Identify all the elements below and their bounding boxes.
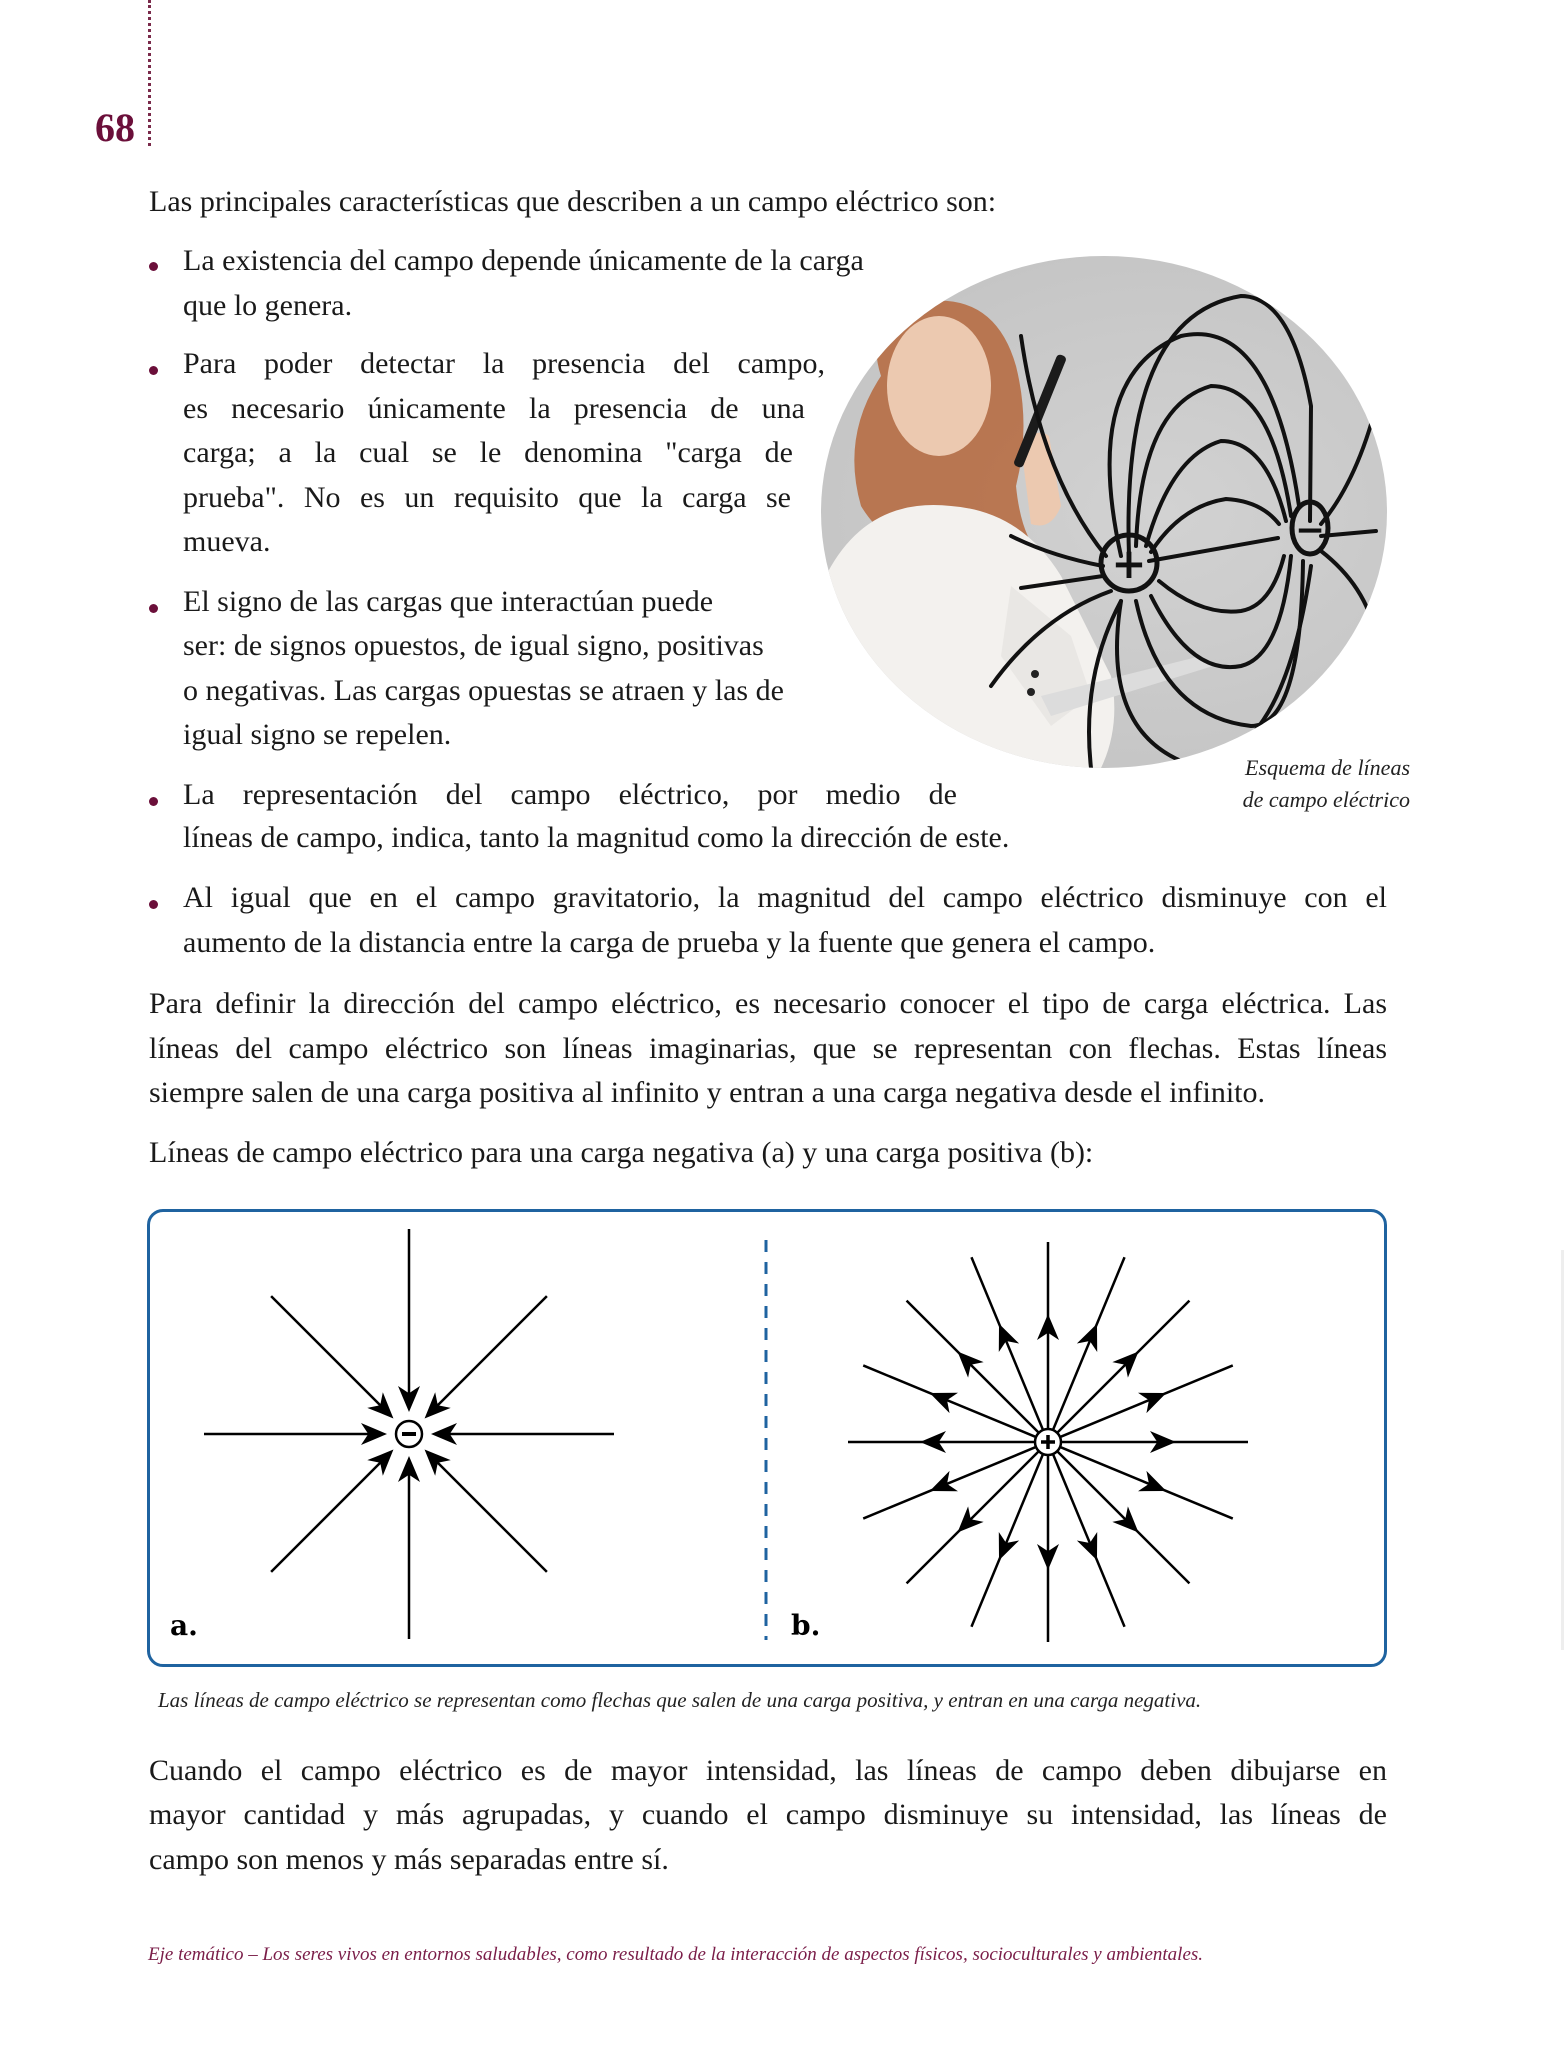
bullet-1-line-1: La existencia del campo depende únicamente de la carga <box>183 244 864 277</box>
panel-b-field-line <box>907 1450 1040 1583</box>
bullet-4-line-2: líneas de campo, indica, tanto la magnitud como la dirección de este. <box>183 821 1010 854</box>
intensity-paragraph-line-3: campo son menos y más separadas entre sí. <box>149 1843 669 1876</box>
bullet-2-line-2: es necesario únicamente la presencia de una <box>183 392 805 425</box>
figure-intro: Líneas de campo eléctrico para una carga negativa (a) y una carga positiva (b): <box>149 1136 1094 1169</box>
bullet-3-line-1: El signo de las cargas que interactúan puede <box>183 585 714 618</box>
photo-caption-line-2: de campo eléctrico <box>1242 787 1410 812</box>
bullet-3-line-3: o negativas. Las cargas opuestas se atraen y las de <box>183 674 784 707</box>
figure-caption: Las líneas de campo eléctrico se representan como flechas que salen de una carga positiva, y entran en una carga negativa. <box>158 1688 1202 1712</box>
panel-b-field-line <box>1059 1447 1233 1519</box>
bullet-5-line-1: Al igual que en el campo gravitatorio, la magnitud del campo eléctrico disminuye con el <box>183 881 1387 914</box>
panel-b-label: b. <box>791 1609 821 1642</box>
panel-a-label: a. <box>170 1609 198 1642</box>
direction-paragraph-line-3: siempre salen de una carga positiva al infinito y entran a una carga negativa desde el infinito. <box>149 1076 1265 1109</box>
panel-a-field-line <box>437 1462 547 1572</box>
panel-b-field-line <box>1059 1365 1233 1437</box>
panel-a-field-line <box>271 1462 381 1572</box>
bullet-1-line-2: que lo genera. <box>183 289 353 322</box>
panel-a-field-line <box>437 1296 547 1406</box>
page-number: 68 <box>95 105 135 150</box>
bullet-5-line-2: aumento de la distancia entre la carga de prueba y la fuente que genera el campo. <box>183 926 1156 959</box>
panel-b-field-line <box>971 1257 1043 1431</box>
svg-text:−: − <box>1294 510 1326 551</box>
bullet-2-line-4: prueba". No es un requisito que la carga se <box>183 481 791 514</box>
bullet-2-line-3: carga; a la cual se le denomina "carga de <box>183 436 793 469</box>
direction-paragraph-line-2: líneas del campo eléctrico son líneas imaginarias, que se representan con flechas. Estas líneas <box>149 1032 1387 1065</box>
panel-b-field-line <box>1056 1450 1189 1583</box>
panel-b-field-line <box>863 1447 1037 1519</box>
photo-caption-line-1: Esquema de líneas <box>1245 755 1410 780</box>
bullet-4-line-1: La representación del campo eléctrico, por medio de <box>183 778 957 811</box>
intensity-paragraph-line-2: mayor cantidad y más agrupadas, y cuando el campo disminuye su intensidad, las líneas de <box>149 1798 1387 1831</box>
intensity-paragraph-line-1: Cuando el campo eléctrico es de mayor intensidad, las líneas de campo deben dibujarse en <box>149 1754 1387 1787</box>
panel-a-negative-charge <box>204 1229 614 1639</box>
direction-paragraph-line-1: Para definir la dirección del campo eléctrico, es necesario conocer el tipo de carga eléctrica. Las <box>149 987 1387 1020</box>
intro-text: Las principales características que describen a un campo eléctrico son: <box>149 185 997 218</box>
panel-b-positive-charge <box>848 1242 1248 1642</box>
bullet-3-line-4: igual signo se repelen. <box>183 718 452 751</box>
bullet-3-line-2: ser: de signos opuestos, de igual signo, positivas <box>183 629 764 662</box>
panel-b-field-line <box>971 1453 1043 1627</box>
panel-b-field-line <box>1053 1453 1125 1627</box>
panel-b-field-line <box>863 1365 1037 1437</box>
bullet-2-line-5: mueva. <box>183 525 271 558</box>
svg-text:+: + <box>1111 539 1147 588</box>
panel-a-field-line <box>271 1296 381 1406</box>
footer-thematic-axis: Eje temático – Los seres vivos en entornos saludables, como resultado de la interacción de aspectos físicos, socioculturales y ambientales. <box>148 1944 1204 1965</box>
panel-b-field-line <box>1053 1257 1125 1431</box>
panel-b-field-line <box>1056 1301 1189 1434</box>
panel-b-field-line <box>907 1301 1040 1434</box>
bullet-2-line-1: Para poder detectar la presencia del campo, <box>183 347 825 380</box>
